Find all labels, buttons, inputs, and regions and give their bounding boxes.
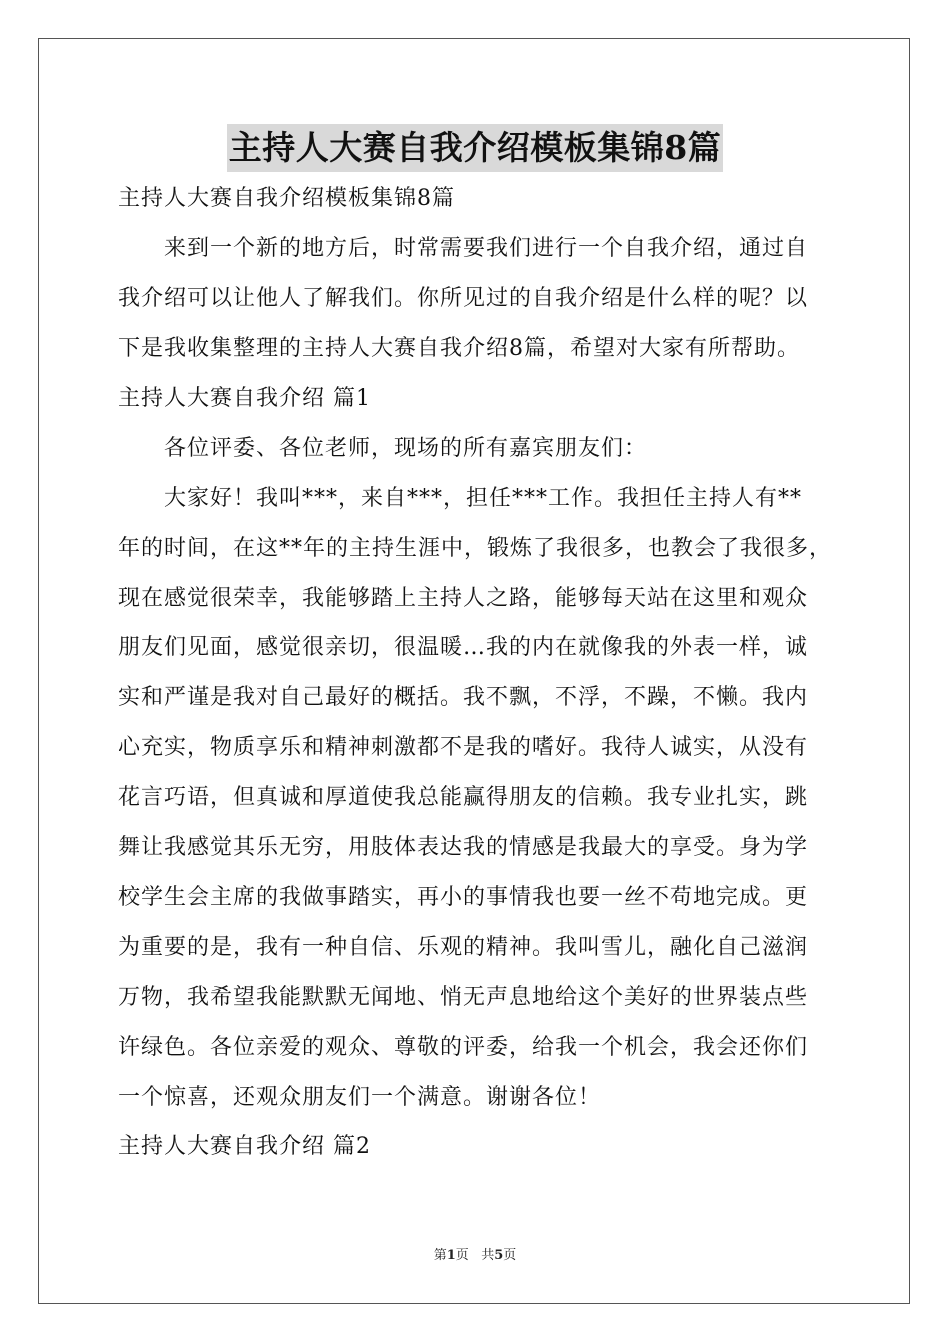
page-current: 1 — [446, 1248, 456, 1263]
body-line-9: 校学生会主席的我做事踏实，再小的事情我也要一丝不苟地完成。更 — [118, 885, 809, 910]
body-line-5: 实和严谨是我对自己最好的概括。我不飘，不浮，不躁，不懒。我内 — [118, 685, 809, 710]
body-line-2: 年的时间，在这**年的主持生涯中，锻炼了我很多，也教会了我很多， — [118, 536, 833, 561]
greeting-line: 各位评委、各位老师，现场的所有嘉宾朋友们： — [164, 436, 648, 461]
body-line-8: 舞让我感觉其乐无穷，用肢体表达我的情感是我最大的享受。身为学 — [118, 835, 809, 860]
body-line-13: 一个惊喜，还观众朋友们一个满意。谢谢各位！ — [118, 1085, 602, 1110]
intro-line-2: 我介绍可以让他人了解我们。你所见过的自我介绍是什么样的呢？以 — [118, 286, 809, 311]
page-border — [38, 38, 910, 1304]
total-prefix: 共 — [481, 1248, 495, 1263]
intro-line-1: 来到一个新的地方后，时常需要我们进行一个自我介绍，通过自 — [164, 236, 809, 261]
body-line-3: 现在感觉很荣幸，我能够踏上主持人之路，能够每天站在这里和观众 — [118, 586, 809, 611]
section-heading-2: 主持人大赛自我介绍 篇2 — [118, 1134, 371, 1159]
subtitle-line: 主持人大赛自我介绍模板集锦8篇 — [118, 186, 455, 211]
body-line-1: 大家好！我叫***，来自***，担任***工作。我担任主持人有** — [164, 486, 803, 511]
body-line-6: 心充实，物质享乐和精神刺激都不是我的嗜好。我待人诚实，从没有 — [118, 735, 809, 760]
total-suffix: 页 — [503, 1248, 517, 1263]
body-line-10: 为重要的是，我有一种自信、乐观的精神。我叫雪儿，融化自己滋润 — [118, 935, 809, 960]
section-heading-1: 主持人大赛自我介绍 篇1 — [118, 386, 371, 411]
body-line-11: 万物，我希望我能默默无闻地、悄无声息地给这个美好的世界装点些 — [118, 985, 809, 1010]
body-line-4: 朋友们见面，感觉很亲切，很温暖…我的内在就像我的外表一样，诚 — [118, 635, 809, 660]
page-total: 5 — [494, 1248, 504, 1263]
page-label-prefix: 第 — [433, 1248, 447, 1263]
body-line-7: 花言巧语，但真诚和厚道使我总能赢得朋友的信赖。我专业扎实，跳 — [118, 785, 809, 810]
page-footer — [0, 1247, 950, 1265]
page-label-suffix: 页 — [455, 1248, 469, 1263]
document-title: 主持人大赛自我介绍模板集锦8篇 — [227, 124, 723, 172]
intro-line-3: 下是我收集整理的主持人大赛自我介绍8篇，希望对大家有所帮助。 — [118, 336, 800, 361]
body-line-12: 许绿色。各位亲爱的观众、尊敬的评委，给我一个机会，我会还你们 — [118, 1035, 809, 1060]
title-wrapper — [0, 124, 950, 172]
